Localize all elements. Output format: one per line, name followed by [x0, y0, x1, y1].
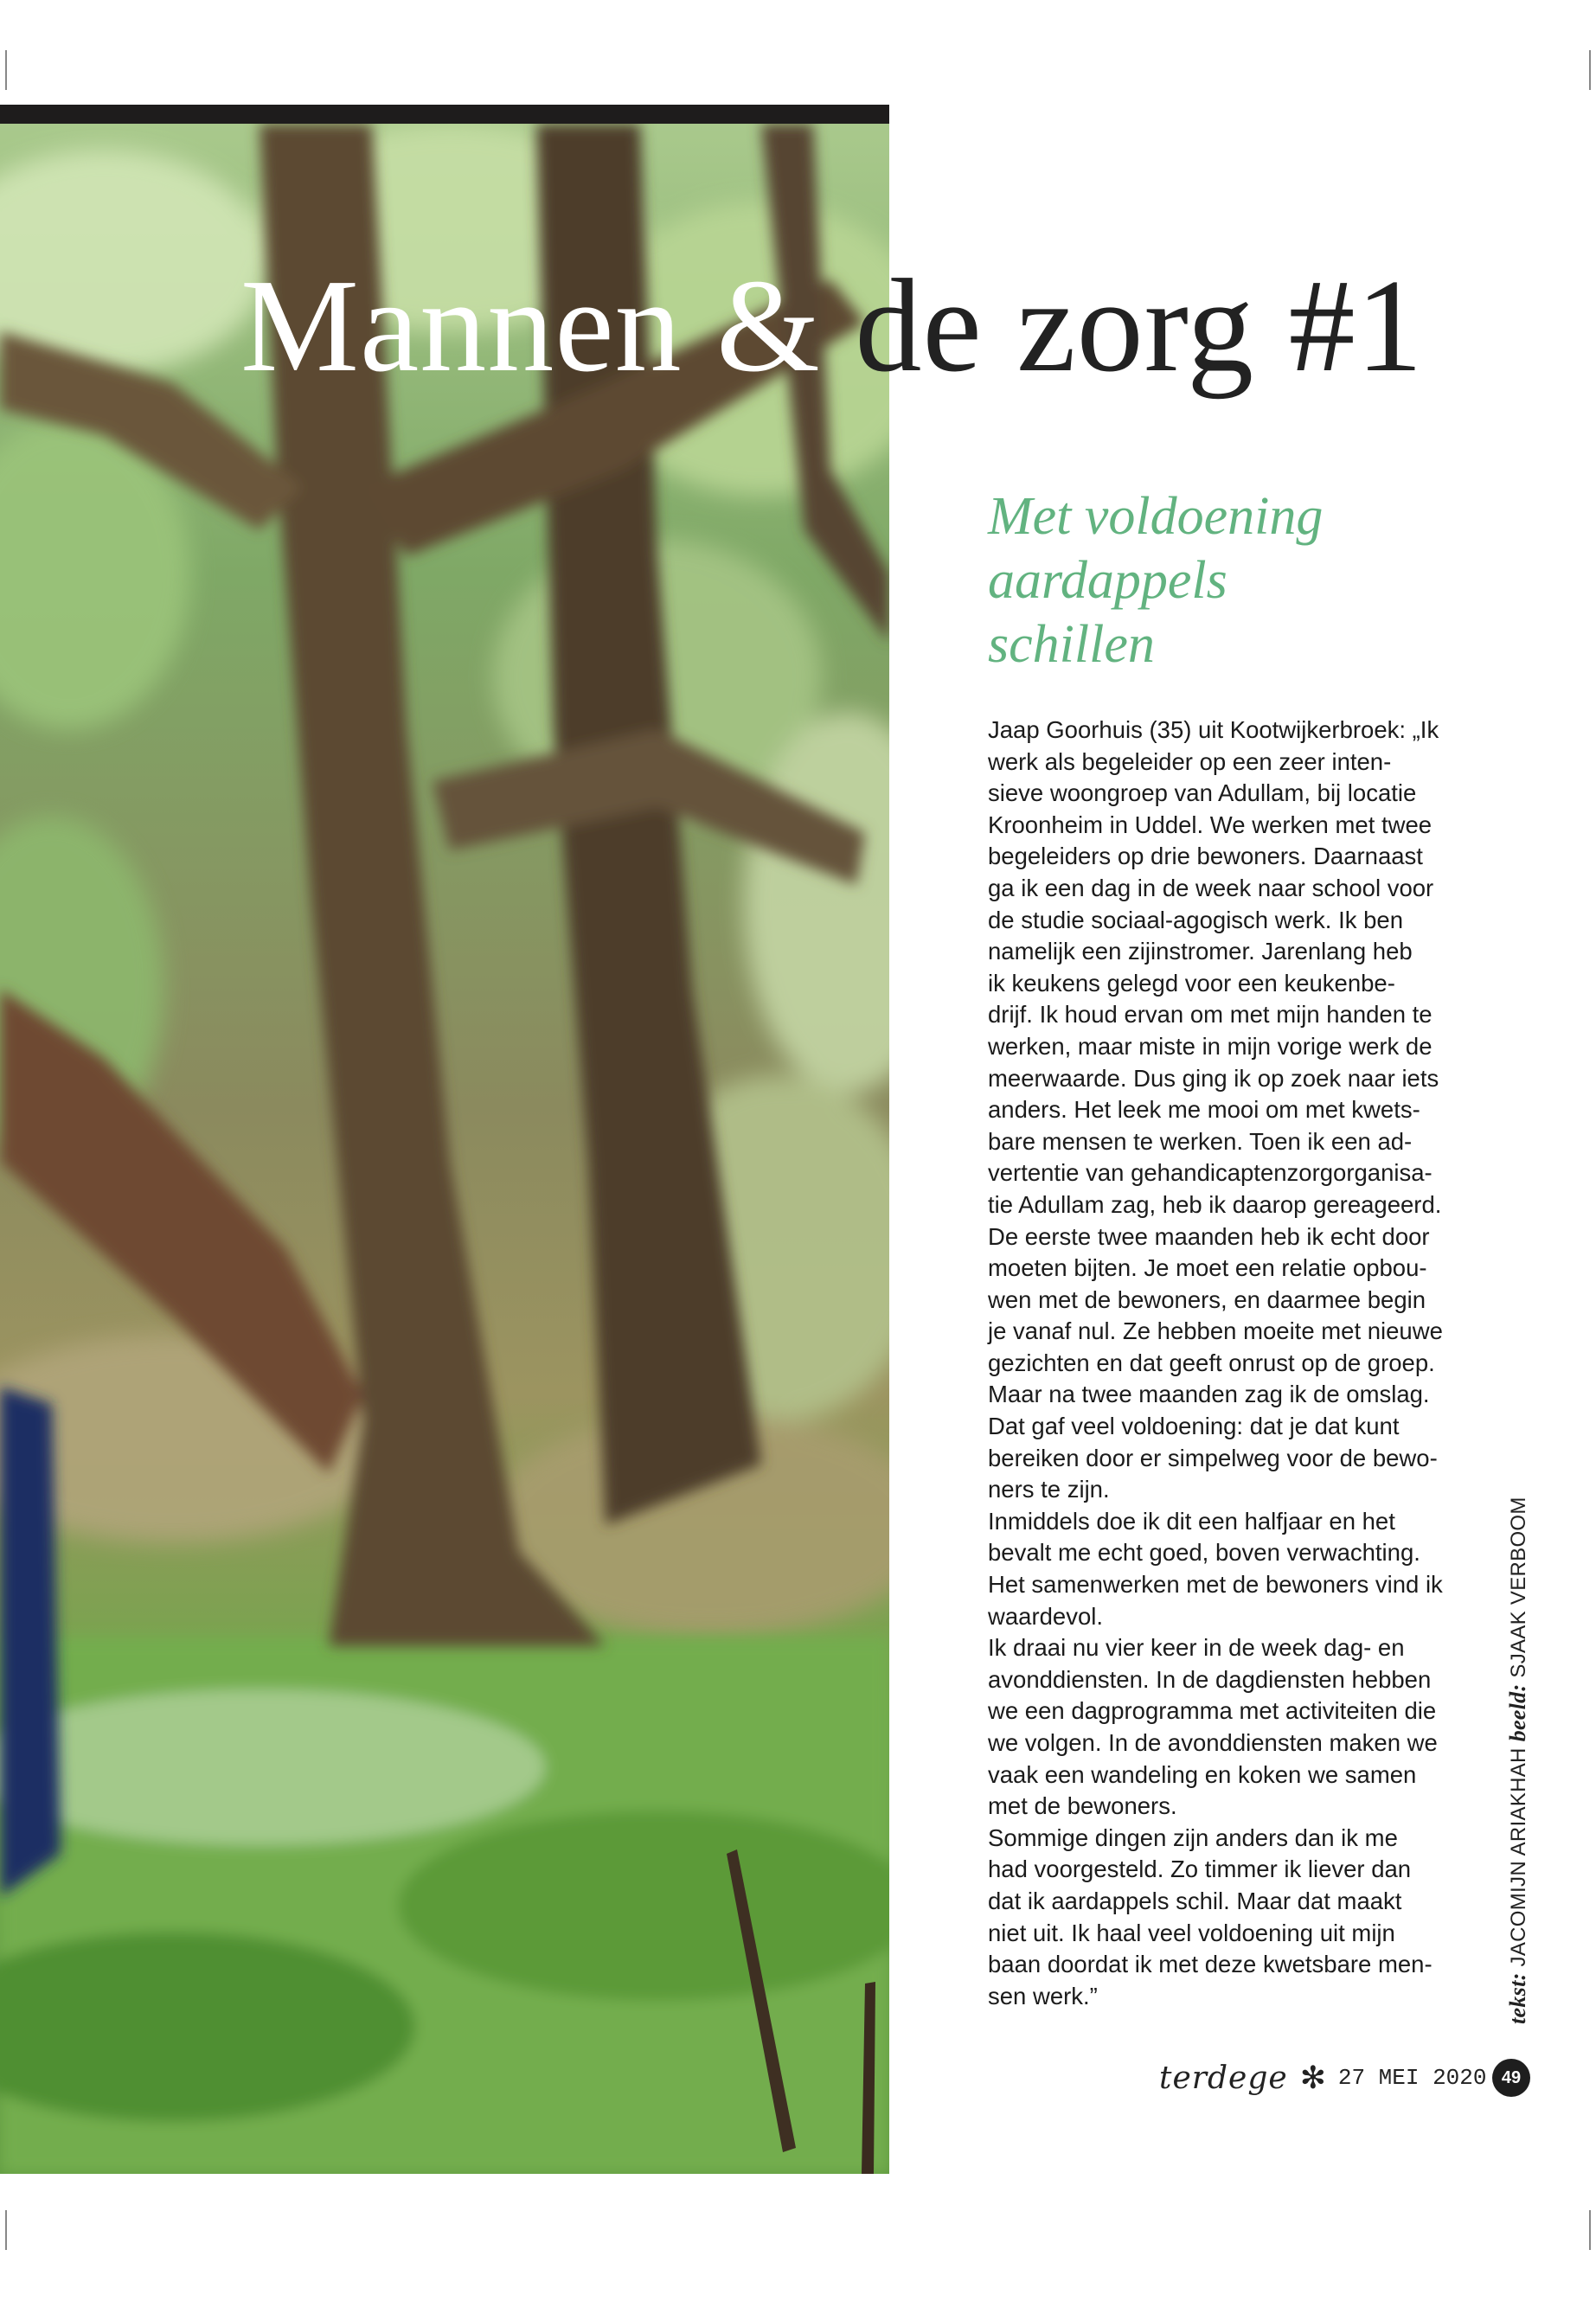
- asterisk-icon: ✻: [1299, 2060, 1326, 2095]
- issue-date: 27 MEI 2020: [1337, 2065, 1487, 2091]
- body-line: drijf. Ik houd ervan om met mijn handen te: [988, 1001, 1433, 1029]
- credit-image-label: beeld:: [1505, 1683, 1530, 1742]
- article-subtitle: [988, 484, 1420, 676]
- subtitle-line: schillen: [988, 615, 1155, 674]
- body-line: werken, maar miste in mijn vorige werk de: [988, 1032, 1433, 1060]
- body-line: we volgen. In de avonddiensten maken we: [988, 1729, 1438, 1756]
- body-line: je vanaf nul. Ze hebben moeite met nieuwe: [988, 1317, 1443, 1345]
- body-line: Inmiddels doe ik dit een halfjaar en het: [988, 1507, 1395, 1535]
- body-line: Jaap Goorhuis (35) uit Kootwijkerbroek: „Ik: [988, 716, 1439, 743]
- body-line: bare mensen te werken. Toen ik een ad-: [988, 1127, 1413, 1155]
- subtitle-line: Met voldoening: [988, 487, 1324, 546]
- body-line: sen werk.”: [988, 1982, 1098, 2009]
- body-line: Dat gaf veel voldoening: dat je dat kunt: [988, 1413, 1400, 1440]
- body-line: de studie sociaal-agogisch werk. Ik ben: [988, 906, 1403, 933]
- body-line: niet uit. Ik haal veel voldoening uit mijn: [988, 1919, 1395, 1946]
- body-line: tie Adullam zag, heb ik daarop gereageerd.: [988, 1190, 1442, 1218]
- body-line: Sommige dingen zijn anders dan ik me: [988, 1823, 1398, 1851]
- body-line: baan doordat ik met deze kwetsbare men-: [988, 1951, 1433, 1978]
- body-line: bereiken door er simpelweg voor de bewo-: [988, 1444, 1438, 1471]
- body-line: moeten bijten. Je moet een relatie opbou-: [988, 1254, 1427, 1282]
- magazine-logo: terdege: [1159, 2060, 1288, 2096]
- body-line: gezichten en dat geeft onrust op de groep.: [988, 1349, 1435, 1376]
- top-black-bar: [0, 105, 889, 124]
- body-line: Het samenwerken met de bewoners vind ik: [988, 1571, 1443, 1599]
- article-title: [240, 253, 1424, 400]
- body-line: dat ik aardappels schil. Maar dat maakt: [988, 1887, 1402, 1914]
- body-line: anders. Het leek me mooi om met kwets-: [988, 1096, 1420, 1124]
- body-line: vertentie van gehandicaptenzorgorganisa-: [988, 1159, 1433, 1187]
- body-line: sieve woongroep van Adullam, bij locatie: [988, 779, 1417, 807]
- body-line: bevalt me echt goed, boven verwachting.: [988, 1539, 1420, 1567]
- body-line: Maar na twee maanden zag ik de omslag.: [988, 1381, 1430, 1408]
- body-line: ik keukens gelegd voor een keukenbe-: [988, 969, 1395, 997]
- body-line: wen met de bewoners, en daarmee begin: [988, 1285, 1426, 1313]
- credit-text-label: tekst:: [1505, 1972, 1530, 2024]
- photo-credit: [1505, 1497, 1531, 2024]
- body-line: begeleiders op drie bewoners. Daarnaast: [988, 843, 1423, 870]
- forest-illustration: [0, 124, 889, 2174]
- crop-mark-bottom-left: [5, 2210, 7, 2250]
- body-line: Ik draai nu vier keer in de week dag- en: [988, 1634, 1405, 1662]
- title-part-white: Mannen &: [240, 253, 856, 400]
- forest-photo: [0, 124, 889, 2174]
- body-line: we een dagprogramma met activiteiten die: [988, 1697, 1437, 1725]
- credit-text-name: JACOMIJN ARIAKHAH: [1507, 1747, 1530, 1967]
- body-line: werk als begeleider op een zeer inten-: [988, 747, 1392, 775]
- crop-mark-top-left: [5, 50, 7, 90]
- body-line: ga ik een dag in de week naar school voor: [988, 874, 1434, 901]
- title-part-dark: de zorg #1: [855, 253, 1424, 400]
- body-line: met de bewoners.: [988, 1792, 1177, 1820]
- crop-mark-top-right: [1589, 50, 1591, 90]
- body-line: avonddiensten. In de dagdiensten hebben: [988, 1665, 1432, 1693]
- body-line: vaak een wandeling en koken we samen: [988, 1760, 1417, 1788]
- body-line: namelijk een zijinstromer. Jarenlang heb: [988, 938, 1413, 965]
- crop-mark-bottom-right: [1589, 2210, 1591, 2250]
- page-footer: [1159, 2057, 1487, 2099]
- body-line: ners te zijn.: [988, 1476, 1110, 1503]
- credit-image-name: SJAAK VERBOOM: [1507, 1497, 1530, 1678]
- body-line: De eerste twee maanden heb ik echt door: [988, 1222, 1430, 1250]
- subtitle-line: aardappels: [988, 551, 1227, 610]
- body-line: Kroonheim in Uddel. We werken met twee: [988, 811, 1433, 838]
- article-body: [988, 715, 1462, 2012]
- body-line: waardevol.: [988, 1602, 1103, 1630]
- page-number-badge: 49: [1492, 2059, 1530, 2097]
- body-line: had voorgesteld. Zo timmer ik liever dan: [988, 1856, 1412, 1883]
- body-line: meerwaarde. Dus ging ik op zoek naar iets: [988, 1064, 1439, 1092]
